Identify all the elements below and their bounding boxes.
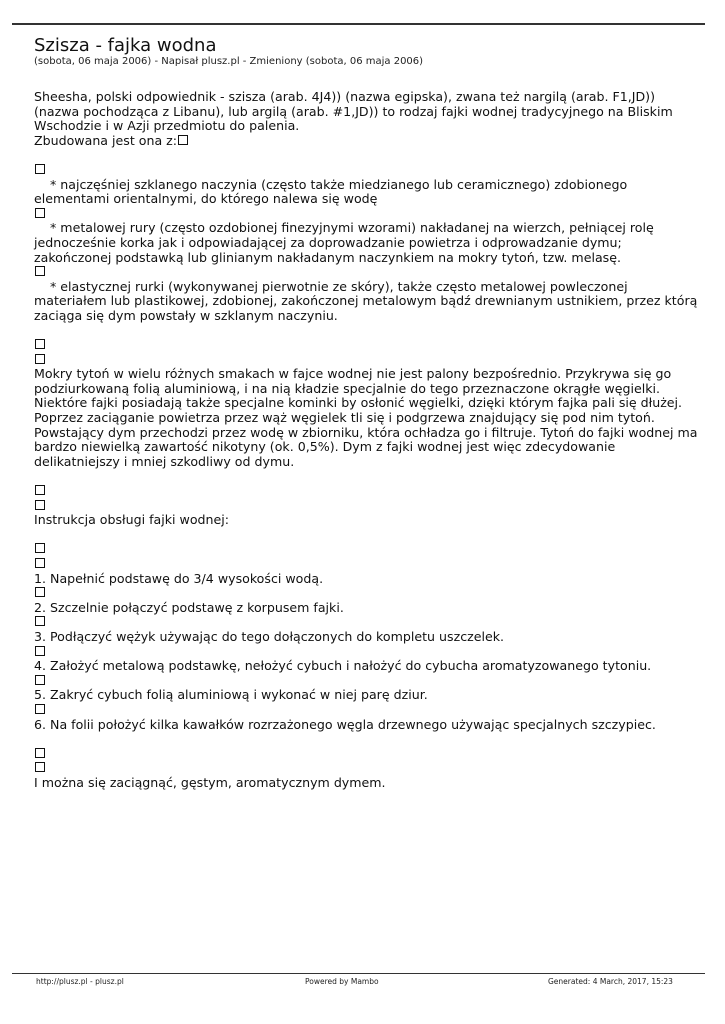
missing-glyph-icon <box>35 339 45 349</box>
glyph-line <box>34 747 706 762</box>
step-item: 4. Założyć metalową podstawkę, nełożyć cybuch i nałożyć do cybucha aromatyzowanego tytoniu. <box>34 658 652 674</box>
step-item: 6. Na folii położyć kilka kawałków rozrzażonego węgla drzewnego używając specjalnych szczypiec. <box>34 716 656 732</box>
description-line: podziurkowaną folią aluminiową, i na nią kładzie specjalnie do tego przeznaczone okrągłe węgielki. <box>34 380 660 396</box>
glyph-line <box>34 645 706 660</box>
missing-glyph-icon <box>35 354 45 364</box>
description-line: Mokry tytoń w wielu różnych smakach w fajce wodnej nie jest palony bezpośrednio. Przykrywa się go <box>34 366 672 382</box>
missing-glyph-icon <box>35 616 45 626</box>
step-item: 3. Podłączyć wężyk używając do tego dołączonych do kompletu uszczelek. <box>34 628 505 644</box>
component-line: jednocześnie korka jak i odpowiadającej za doprowadzanie powietrza i odprowadzanie dymu; <box>34 234 622 250</box>
glyph-line <box>34 615 706 630</box>
glyph-line <box>34 338 706 353</box>
glyph-line <box>34 265 706 280</box>
step-item: 5. Zakryć cybuch folią aluminiową i wykonać w niej parę dziur. <box>34 687 428 703</box>
missing-glyph-icon <box>35 266 45 276</box>
intro-line <box>34 134 706 149</box>
glyph-line <box>34 703 706 718</box>
missing-glyph-icon <box>35 646 45 656</box>
intro-line: (nazwa pochodząca z Libanu), lub argilą (arab. #1,JD)) to rodzaj fajki wodnej tradycyjnego na Bliskim <box>34 103 673 119</box>
missing-glyph-icon <box>35 543 45 553</box>
glyph-line <box>34 586 706 601</box>
missing-glyph-icon <box>35 748 45 758</box>
footer-powered-by: Powered by Mambo <box>305 977 379 986</box>
missing-glyph-icon <box>35 558 45 568</box>
closing-line: I można się zaciągnąć, gęstym, aromatycznym dymem. <box>34 774 386 790</box>
glyph-line <box>34 761 706 776</box>
glyph-line <box>34 542 706 557</box>
footer-rule <box>12 973 705 974</box>
description-line: delikatniejszy i mniej szkodliwy od dymu. <box>34 453 295 469</box>
component-line: elementami orientalnymi, do którego nalewa się wodę <box>34 191 378 207</box>
step-item: 1. Napełnić podstawę do 3/4 wysokości wodą. <box>34 570 324 586</box>
step-item: 2. Szczelnie połączyć podstawę z korpusem fajki. <box>34 599 344 615</box>
glyph-line <box>34 674 706 689</box>
component-line: * najczęśniej szklanego naczynia (często także miedzianego lub ceramicznego) zdobionego <box>50 176 628 192</box>
footer-generated: Generated: 4 March, 2017, 15:23 <box>548 977 673 986</box>
page-title: Szisza - fajka wodna <box>34 35 217 56</box>
description-line: bardzo niewielką zawartość nikotyny (ok. 0,5%). Dym z fajki wodnej jest więc zdecydowanie <box>34 439 616 455</box>
article-meta: (sobota, 06 maja 2006) - Napisał plusz.pl - Zmieniony (sobota, 06 maja 2006) <box>34 56 424 67</box>
header-rule <box>12 23 705 25</box>
article-body <box>34 90 706 791</box>
missing-glyph-icon <box>35 762 45 772</box>
missing-glyph-icon <box>35 675 45 685</box>
component-line: * metalowej rury (często ozdobionej finezyjnymi wzorami) nakładanej na wierzch, pełniącej rolę <box>50 220 654 236</box>
description-line: Poprzez zaciąganie powietrza przez wąż węgielek tli się i podgrzewa znajdujący się pod nim tytoń. <box>34 410 655 426</box>
missing-glyph-icon <box>35 208 45 218</box>
instructions-heading: Instrukcja obsługi fajki wodnej: <box>34 512 230 528</box>
glyph-line <box>34 557 706 572</box>
missing-glyph-icon <box>35 164 45 174</box>
glyph-line <box>34 207 706 222</box>
missing-glyph-icon <box>178 135 188 145</box>
component-line: materiałem lub plastikowej, zdobionej, zakończonej metalowym bądź drewnianym ustnikiem, przez którą <box>34 293 698 309</box>
glyph-line <box>34 484 706 499</box>
missing-glyph-icon <box>35 500 45 510</box>
component-line: * elastycznej rurki (wykonywanej pierwotnie ze skóry), także często metalowej powleczonej <box>50 278 628 294</box>
component-line: zaciąga się dym powstały w szklanym naczyniu. <box>34 307 338 323</box>
missing-glyph-icon <box>35 704 45 714</box>
description-line: Powstający dym przechodzi przez wodę w zbiorniku, która ochładza go i filtruje. Tytoń do fajki wodnej ma <box>34 424 698 440</box>
footer-site-link[interactable]: http://plusz.pl - plusz.pl <box>36 977 124 986</box>
intro-line: Wschodzie i w Azji przedmiotu do palenia. <box>34 118 300 134</box>
component-line: zakończonej podstawką lub glinianym nakładanym naczynkiem na mokry tytoń, tzw. melasę. <box>34 249 621 265</box>
intro-line: Sheesha, polski odpowiednik - szisza (arab. 4J4)) (nazwa egipska), zwana też nargilą (arab. F1,JD)) <box>34 89 655 104</box>
missing-glyph-icon <box>35 587 45 597</box>
glyph-line <box>34 353 706 368</box>
intro-lead: Zbudowana jest ona z: <box>34 132 178 148</box>
glyph-line <box>34 499 706 514</box>
missing-glyph-icon <box>35 485 45 495</box>
glyph-line <box>34 163 706 178</box>
description-line: Niektóre fajki posiadają także specjalne kominki by osłonić węgielki, dzięki którym fajka pali się dłużej. <box>34 395 683 411</box>
